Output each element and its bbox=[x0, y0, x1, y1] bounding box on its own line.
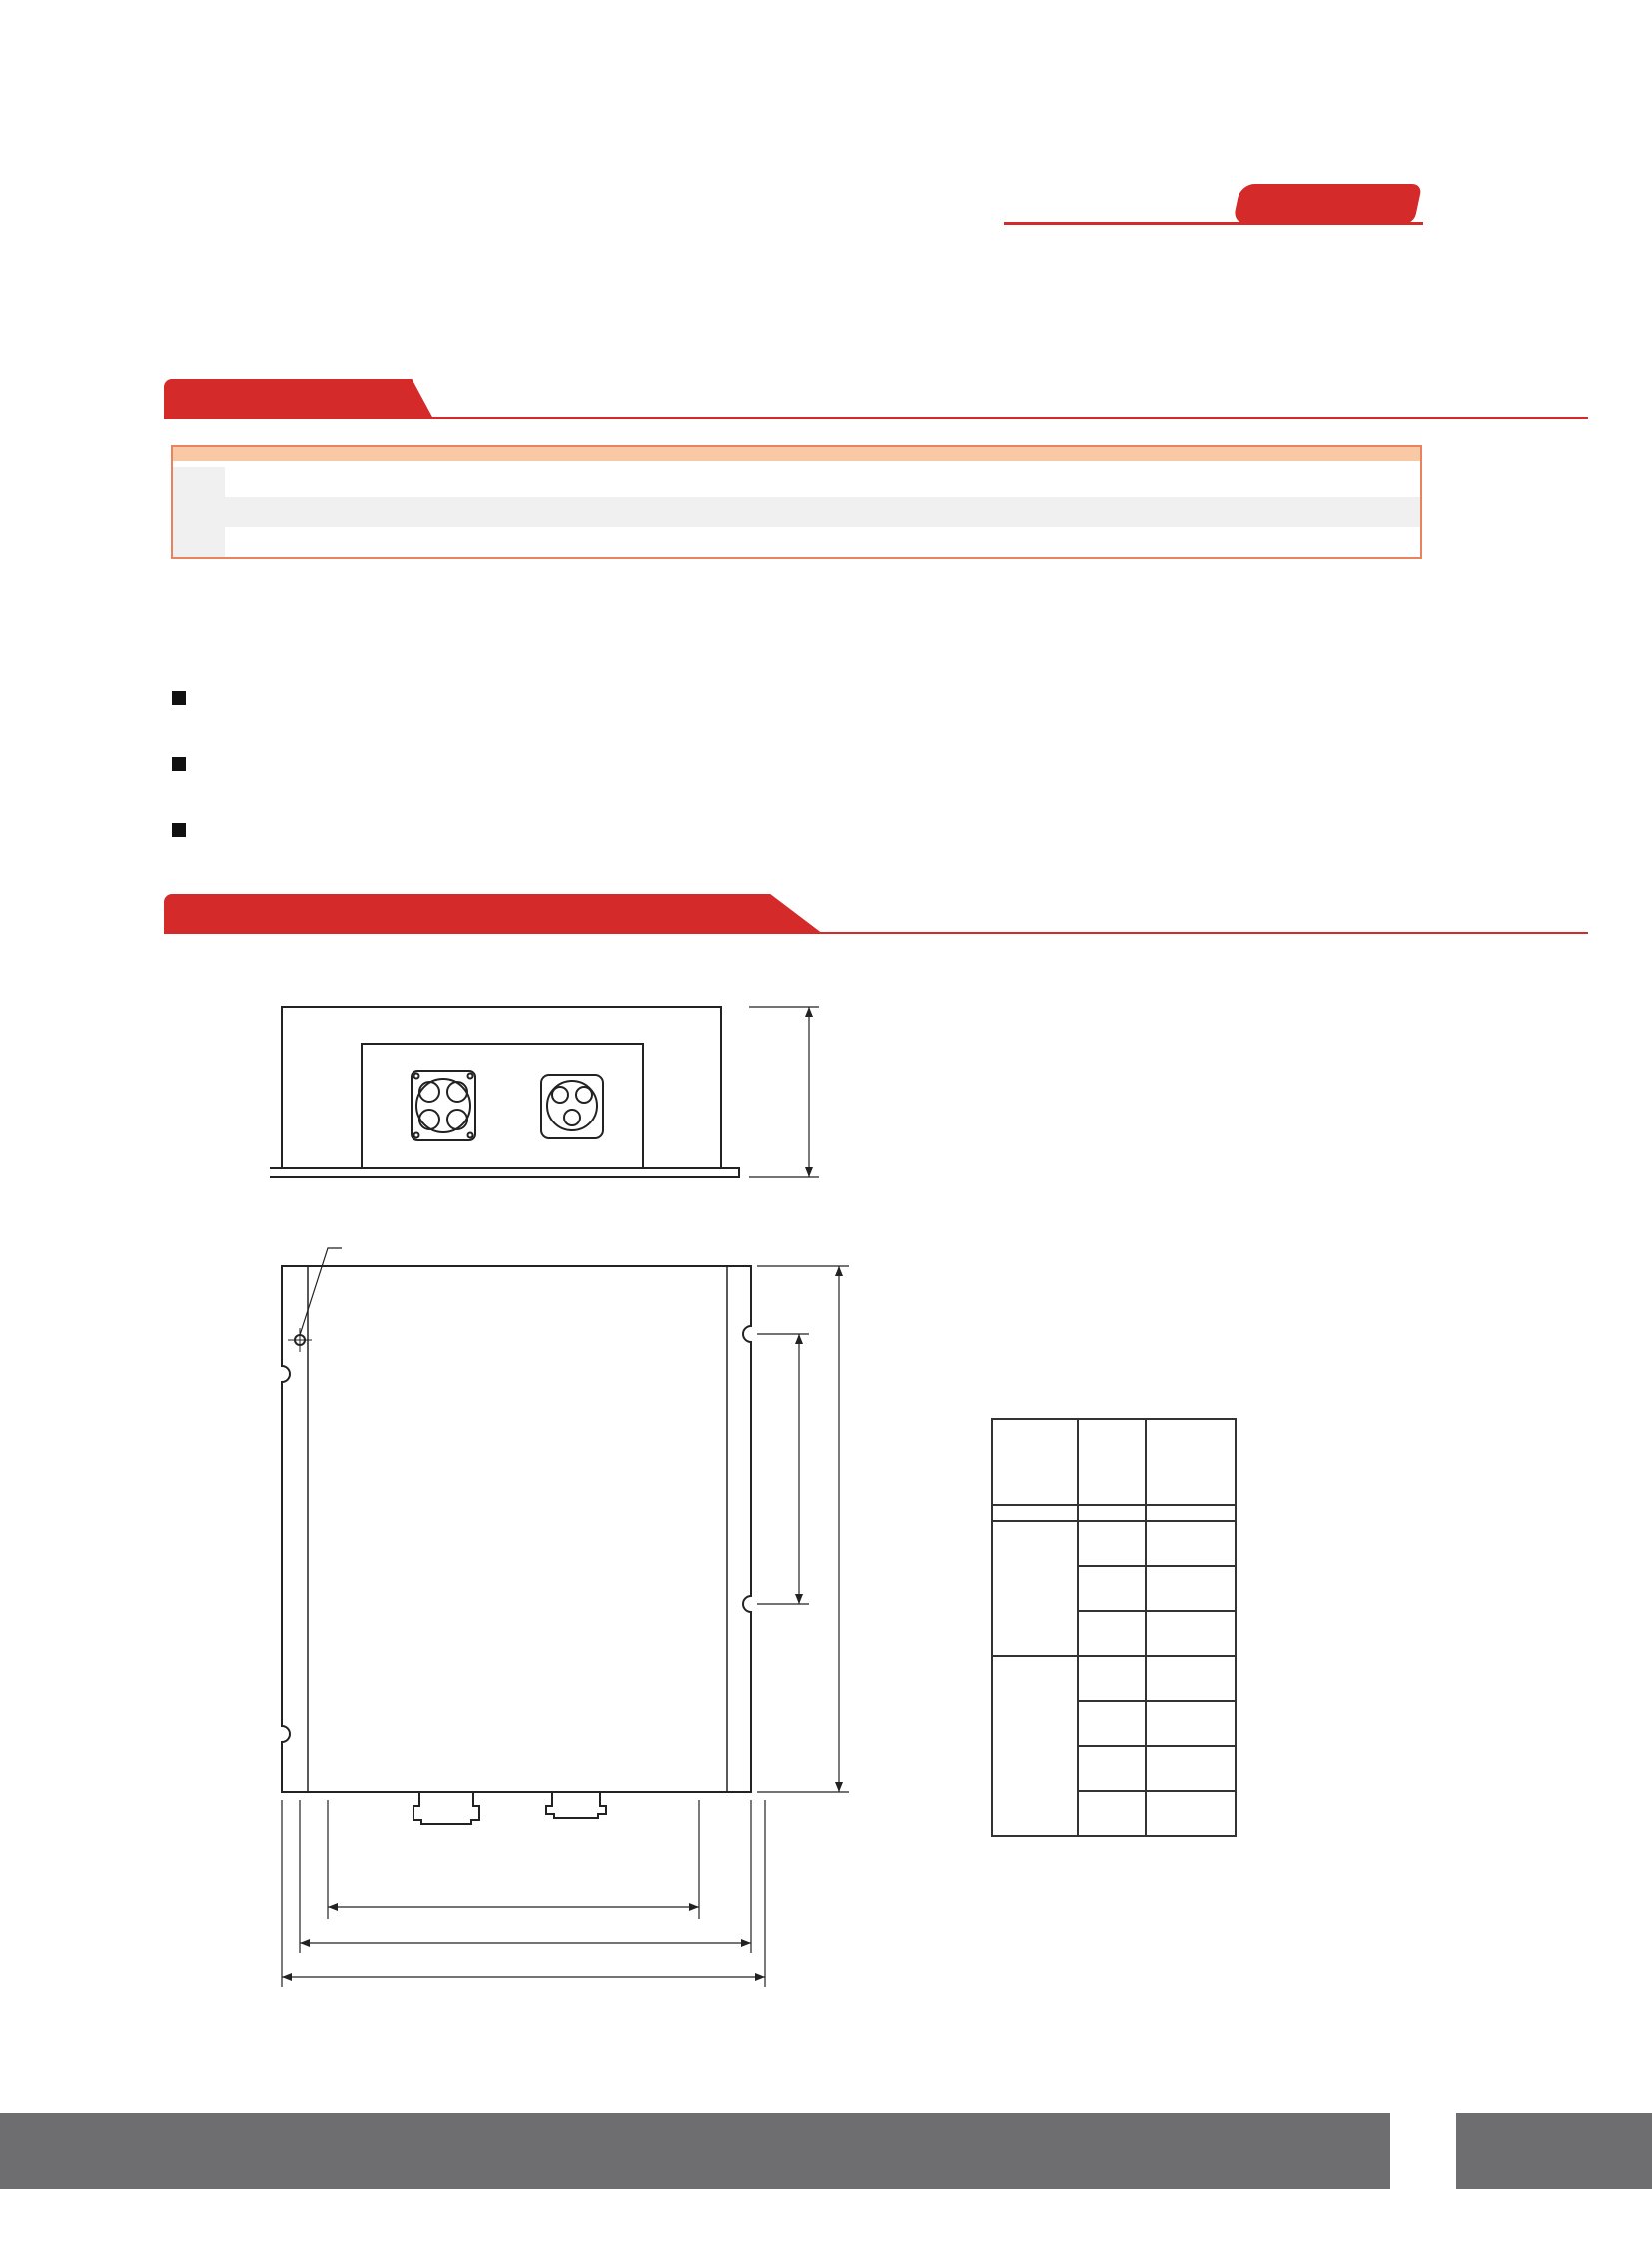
pin-group-input bbox=[992, 1521, 1078, 1656]
cell-vout bbox=[666, 497, 834, 527]
page-number-box bbox=[1456, 2113, 1652, 2189]
pin-header-sing bbox=[1146, 1419, 1236, 1505]
plan-connector-2-icon bbox=[546, 1792, 606, 1818]
cell-vout bbox=[666, 467, 834, 497]
cell-model bbox=[1313, 467, 1421, 497]
col-input-range bbox=[478, 446, 666, 461]
note-3-cn bbox=[172, 819, 192, 841]
cell-eff bbox=[1180, 467, 1313, 497]
pin-header-io bbox=[992, 1419, 1078, 1505]
connector-output-icon bbox=[541, 1075, 603, 1138]
note-1-cn bbox=[172, 687, 192, 709]
pin-header-pin bbox=[1078, 1419, 1146, 1505]
pin-signal bbox=[1146, 1701, 1236, 1746]
power-badge bbox=[1233, 184, 1423, 224]
plan-view-outline bbox=[282, 1266, 751, 1792]
cell-eff bbox=[1180, 527, 1313, 558]
pin-signal bbox=[1146, 1656, 1236, 1701]
col-ripple bbox=[1002, 446, 1180, 461]
cell-range bbox=[478, 467, 666, 497]
table-row bbox=[172, 527, 1421, 558]
front-panel bbox=[362, 1044, 643, 1168]
cell-range bbox=[478, 497, 666, 527]
pin-signal bbox=[1146, 1566, 1236, 1611]
mechanical-drawing bbox=[270, 989, 869, 1997]
cell-model bbox=[1313, 527, 1421, 558]
col-output-voltage bbox=[666, 446, 834, 461]
cell-iout bbox=[834, 467, 1002, 497]
note-2-cn bbox=[172, 753, 192, 775]
pin-number bbox=[1078, 1656, 1146, 1701]
connector-input-icon bbox=[412, 1071, 475, 1140]
cell-iout bbox=[834, 527, 1002, 558]
cell-ripple bbox=[1002, 497, 1180, 527]
pin-number bbox=[1078, 1566, 1146, 1611]
table-row bbox=[172, 497, 1421, 527]
col-models bbox=[1313, 446, 1421, 461]
section-models-tab bbox=[164, 379, 1424, 419]
cell-vout bbox=[666, 527, 834, 558]
pin-number bbox=[1078, 1746, 1146, 1791]
pin-group-output bbox=[992, 1656, 1078, 1836]
pin-signal bbox=[1146, 1521, 1236, 1566]
col-output-current bbox=[834, 446, 1002, 461]
col-efficiency bbox=[1180, 446, 1313, 461]
pin-number bbox=[1078, 1701, 1146, 1746]
plan-connector-1-icon bbox=[413, 1792, 479, 1824]
pin-row bbox=[992, 1656, 1236, 1701]
cell-model bbox=[1313, 497, 1421, 527]
pin-number bbox=[1078, 1521, 1146, 1566]
pin-signal bbox=[1146, 1791, 1236, 1836]
cell-range bbox=[478, 527, 666, 558]
section-mech-tab bbox=[164, 894, 1424, 934]
models-table bbox=[171, 445, 1422, 559]
single-channel-label bbox=[172, 467, 225, 558]
pin-table-header bbox=[992, 1419, 1236, 1505]
models-table-header bbox=[172, 446, 1421, 461]
bullet-square-icon bbox=[172, 757, 186, 771]
pin-signal bbox=[1146, 1611, 1236, 1656]
bullet-square-icon bbox=[172, 823, 186, 837]
cell-ripple bbox=[1002, 527, 1180, 558]
pin-number bbox=[1078, 1611, 1146, 1656]
table-row bbox=[172, 467, 1421, 497]
cell-iout bbox=[834, 497, 1002, 527]
footer-bar bbox=[0, 2113, 1390, 2189]
bullet-square-icon bbox=[172, 691, 186, 705]
cell-vin bbox=[225, 467, 478, 497]
cell-ripple bbox=[1002, 467, 1180, 497]
front-view-outline bbox=[282, 1007, 721, 1168]
pin-signal bbox=[1146, 1746, 1236, 1791]
pin-row bbox=[992, 1521, 1236, 1566]
front-view-base-plate bbox=[270, 1168, 739, 1177]
pin-number bbox=[1078, 1791, 1146, 1836]
pin-table bbox=[991, 1418, 1237, 1837]
cell-vin bbox=[225, 497, 478, 527]
col-input-voltage bbox=[172, 446, 478, 461]
cell-vin bbox=[225, 527, 478, 558]
cell-eff bbox=[1180, 497, 1313, 527]
